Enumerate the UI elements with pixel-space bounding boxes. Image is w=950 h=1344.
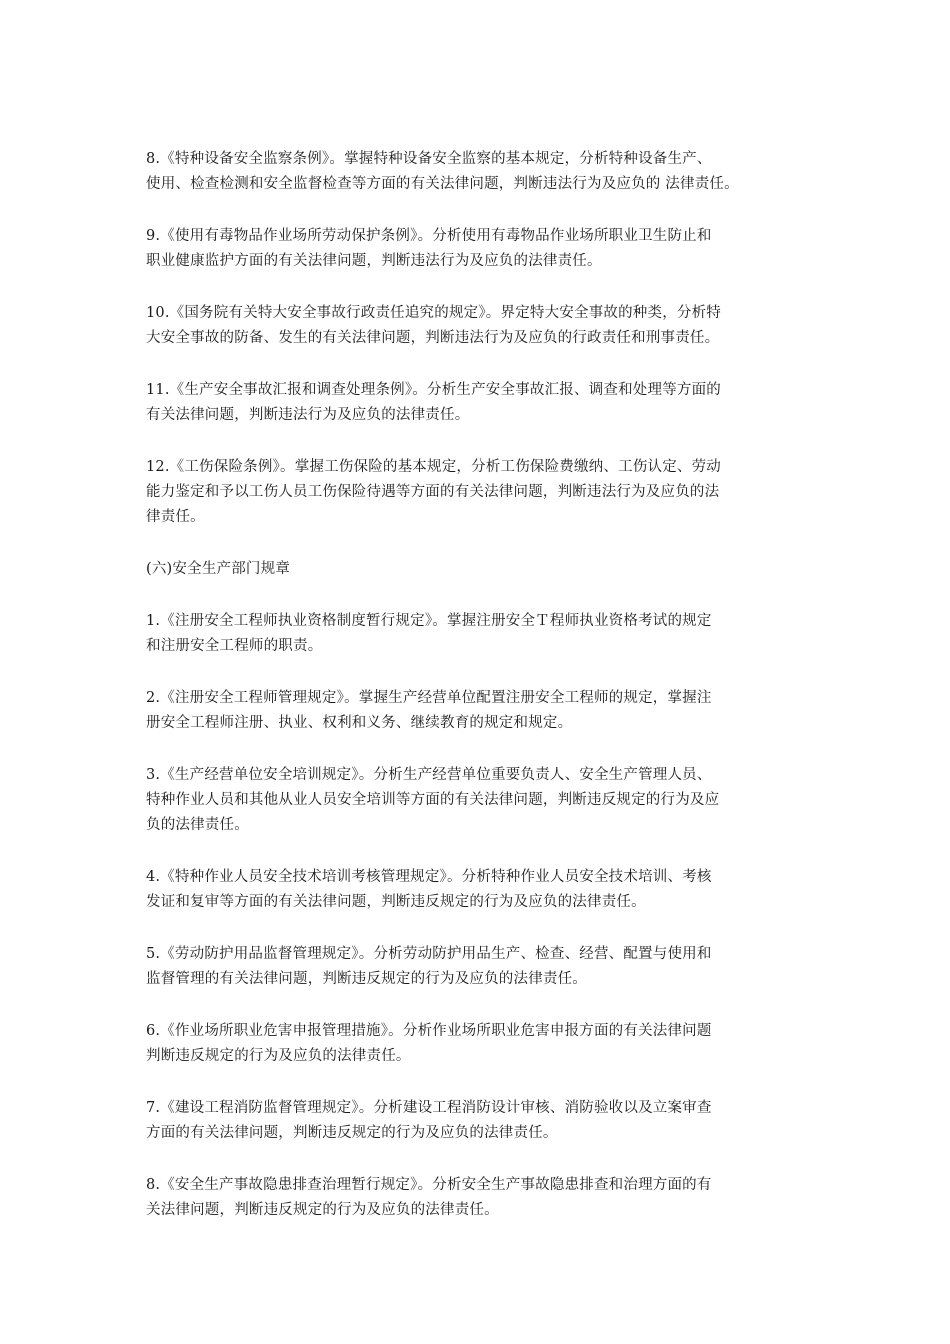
text-line: 3.《生产经营单位安全培训规定》。分析生产经营单位重要负责人、安全生产管理人员、 [146, 767, 712, 783]
text-line: 特种作业人员和其他从业人员安全培训等方面的有关法律问题，判断违反规定的行为及应 [146, 792, 720, 808]
document-page [146, 147, 818, 1250]
text-line: 使用、检查检测和安全监督检查等方面的有关法律问题，判断违法行为及应负的 法律责任。 [146, 176, 739, 192]
text-line: 6.《作业场所职业危害申报管理措施》。分析作业场所职业危害申报方面的有关法律问题 [146, 1023, 712, 1039]
text-line: 监督管理的有关法律问题，判断违反规定的行为及应负的法律责任。 [146, 971, 587, 987]
paragraph-item-8-special-equipment [146, 147, 818, 197]
text-line: 发证和复审等方面的有关法律问题，判断违反规定的行为及应负的法律责任。 [146, 894, 646, 910]
text-line: 大安全事故的防备、发生的有关法律问题，判断违法行为及应负的行政责任和刑事责任。 [146, 330, 720, 346]
text-line: 方面的有关法律问题，判断违反规定的行为及应负的法律责任。 [146, 1125, 558, 1141]
paragraph-item-6-occupational-hazard-reporting [146, 1019, 818, 1069]
text-line: 8.《特种设备安全监察条例》。掌握特种设备安全监察的基本规定，分析特种设备生产、 [146, 151, 712, 167]
paragraph-item-8-hidden-hazard-investigation [146, 1173, 818, 1223]
paragraph-item-1-engineer-qualification [146, 609, 818, 659]
text-line: 9.《使用有毒物品作业场所劳动保护条例》。分析使用有毒物品作业场所职业卫生防止和 [146, 228, 712, 244]
text-line: 7.《建设工程消防监督管理规定》。分析建设工程消防设计审核、消防验收以及立案审查 [146, 1100, 712, 1116]
text-line: 律责任。 [146, 509, 205, 525]
paragraph-item-5-protective-equipment [146, 942, 818, 992]
paragraph-item-4-special-operations-training [146, 865, 818, 915]
text-line: 册安全工程师注册、执业、权利和义务、继续教育的规定和规定。 [146, 715, 573, 731]
text-line: 职业健康监护方面的有关法律问题，判断违法行为及应负的法律责任。 [146, 253, 602, 269]
text-line: 8.《安全生产事故隐患排查治理暂行规定》。分析安全生产事故隐患排查和治理方面的有 [146, 1177, 712, 1193]
paragraph-item-2-engineer-management [146, 686, 818, 736]
paragraph-item-10-major-accident-liability [146, 301, 818, 351]
text-line: 能力鉴定和予以工伤人员工伤保险待遇等方面的有关法律问题，判断违法行为及应负的法 [146, 484, 720, 500]
text-line: 1.《注册安全工程师执业资格制度暂行规定》。掌握注册安全Ｔ程师执业资格考试的规定 [146, 613, 712, 629]
paragraph-item-7-fire-protection [146, 1096, 818, 1146]
text-line: 12.《工伤保险条例》。掌握工伤保险的基本规定，分析工伤保险费缴纳、工伤认定、劳动 [146, 459, 722, 475]
section-heading-department-rules [146, 557, 818, 582]
paragraph-item-3-safety-training [146, 763, 818, 838]
text-line: 5.《劳动防护用品监督管理规定》。分析劳动防护用品生产、检查、经营、配置与使用和 [146, 946, 712, 962]
text-line: 关法律问题，判断违反规定的行为及应负的法律责任。 [146, 1202, 499, 1218]
text-line: 有关法律问题，判断违法行为及应负的法律责任。 [146, 407, 470, 423]
text-line: 10.《国务院有关特大安全事故行政责任追究的规定》。界定特大安全事故的种类，分析特 [146, 305, 722, 321]
paragraph-item-12-work-injury-insurance [146, 455, 818, 530]
text-line: 判断违反规定的行为及应负的法律责任。 [146, 1048, 411, 1064]
text-line: 2.《注册安全工程师管理规定》。掌握生产经营单位配置注册安全工程师的规定，掌握注 [146, 690, 712, 706]
paragraph-item-9-toxic-substances [146, 224, 818, 274]
text-line: 4.《特种作业人员安全技术培训考核管理规定》。分析特种作业人员安全技术培训、考核 [146, 869, 712, 885]
text-line: 11.《生产安全事故汇报和调查处理条例》。分析生产安全事故汇报、调查和处理等方面的 [146, 382, 722, 398]
paragraph-item-11-accident-reporting [146, 378, 818, 428]
text-line: 负的法律责任。 [146, 817, 249, 833]
text-line: 和注册安全工程师的职责。 [146, 638, 323, 654]
section-heading-text: (六)安全生产部门规章 [146, 561, 291, 577]
